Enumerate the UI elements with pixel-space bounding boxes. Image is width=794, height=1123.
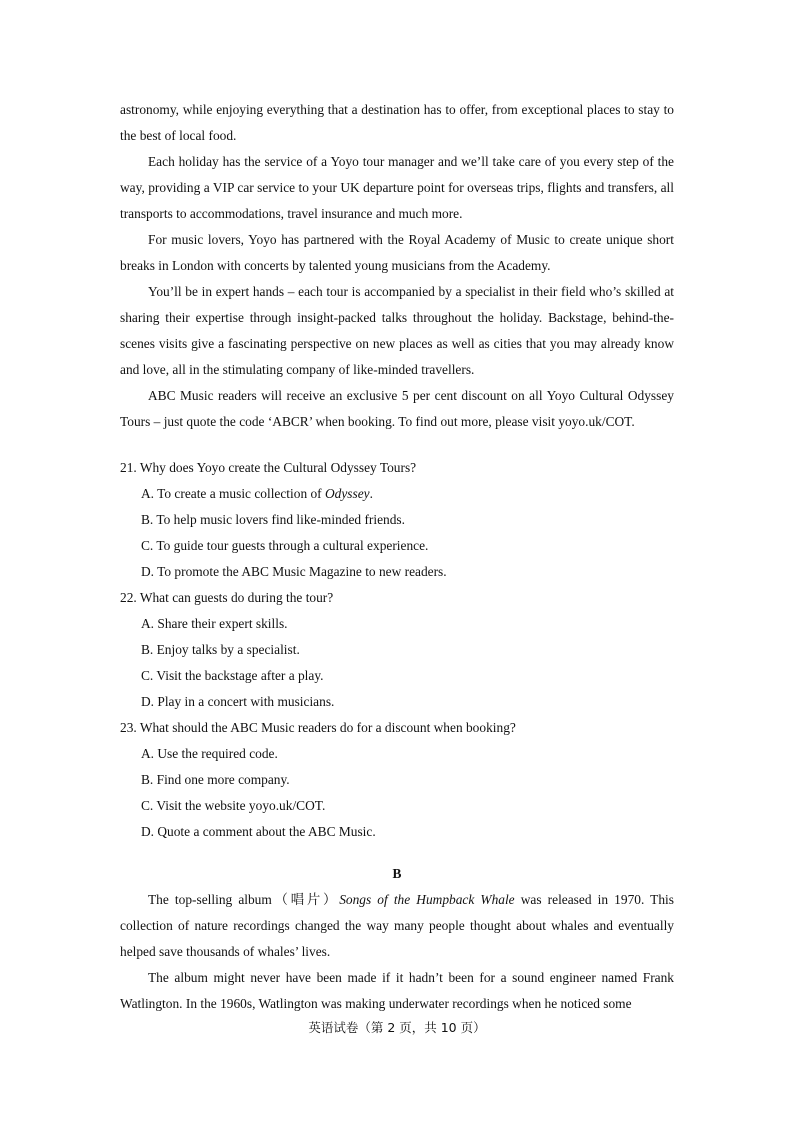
question-22 [120, 585, 674, 715]
passage-paragraph: The album might never have been made if it hadn’t been for a sound engineer named Frank Watlington. In the 1960s, Watlington was making underwater recordings when he noticed some [120, 970, 674, 1011]
option-text: D. Play in a concert with musicians. [141, 694, 335, 709]
question-list [120, 455, 674, 845]
passage-paragraph: Each holiday has the service of a Yoyo tour manager and we’ll take care of you every step of the way, providing a VIP car service to your UK departure point for overseas trips, flights and transfers, all transports to accommodations, travel insurance and much more. [120, 154, 674, 221]
option-text: A. Use the required code. [141, 746, 278, 761]
answer-option[interactable] [141, 741, 674, 767]
option-text: A. Share their expert skills. [141, 616, 288, 631]
passage-paragraph: You’ll be in expert hands – each tour is accompanied by a specialist in their field who’s skilled at sharing their expertise through insight-packed talks throughout the holiday. Backstage, behind-the-scenes visits give a fascinating perspective on new places as well as cities that you may already know and love, all in the stimulating company of like-minded travellers. [120, 284, 674, 377]
answer-option[interactable] [141, 507, 674, 533]
option-text-italic: Odyssey [324, 486, 370, 501]
paragraph-text-tail: was released in 1970. This collection of nature recordings changed the way many people thought about whales and eventually helped save thousands of whales’ lives. [120, 892, 674, 959]
answer-option[interactable] [141, 481, 674, 507]
option-text: C. Visit the website yoyo.uk/COT. [141, 798, 326, 813]
passage-paragraph [120, 887, 674, 965]
option-text: C. To guide tour guests through a cultural experience. [141, 538, 429, 553]
question-23 [120, 715, 674, 845]
question-21 [120, 455, 674, 585]
paragraph-text: The top-selling album（唱片） [148, 892, 340, 907]
question-stem: 21. Why does Yoyo create the Cultural Odyssey Tours? [120, 460, 417, 475]
option-text-tail: . [369, 486, 373, 501]
page-footer: 英语试卷（第 2 页，共 10 页） [308, 1020, 486, 1035]
option-text: D. To promote the ABC Music Magazine to new readers. [141, 564, 447, 579]
option-text: B. Enjoy talks by a specialist. [141, 642, 300, 657]
passage-b [120, 887, 674, 1017]
option-text: D. Quote a comment about the ABC Music. [141, 824, 376, 839]
answer-option[interactable] [141, 689, 674, 715]
answer-option[interactable] [141, 663, 674, 689]
option-text: A. To create a music collection of [141, 486, 325, 501]
passage-paragraph: astronomy, while enjoying everything that a destination has to offer, from exceptional places to stay to the best of local food. [120, 102, 674, 143]
answer-option[interactable] [141, 559, 674, 585]
passage-paragraph: ABC Music readers will receive an exclusive 5 per cent discount on all Yoyo Cultural Odyssey Tours – just quote the code ‘ABCR’ when booking. To find out more, please visit yoyo.uk/COT. [120, 388, 674, 429]
question-stem: 23. What should the ABC Music readers do for a discount when booking? [120, 720, 516, 735]
passage-paragraph: For music lovers, Yoyo has partnered with the Royal Academy of Music to create unique short breaks in London with concerts by talented young musicians from the Academy. [120, 232, 674, 273]
answer-option[interactable] [141, 533, 674, 559]
page-content [120, 97, 674, 1017]
answer-option[interactable] [141, 793, 674, 819]
answer-option[interactable] [141, 767, 674, 793]
option-text: B. Find one more company. [141, 772, 290, 787]
section-heading: B [392, 866, 402, 881]
answer-option[interactable] [141, 819, 674, 845]
question-stem: 22. What can guests do during the tour? [120, 590, 334, 605]
option-text: C. Visit the backstage after a play. [141, 668, 324, 683]
album-title: Songs of the Humpback Whale [339, 892, 515, 907]
option-text: B. To help music lovers find like-minded friends. [141, 512, 405, 527]
answer-option[interactable] [141, 637, 674, 663]
passage-a [120, 97, 674, 435]
answer-option[interactable] [141, 611, 674, 637]
